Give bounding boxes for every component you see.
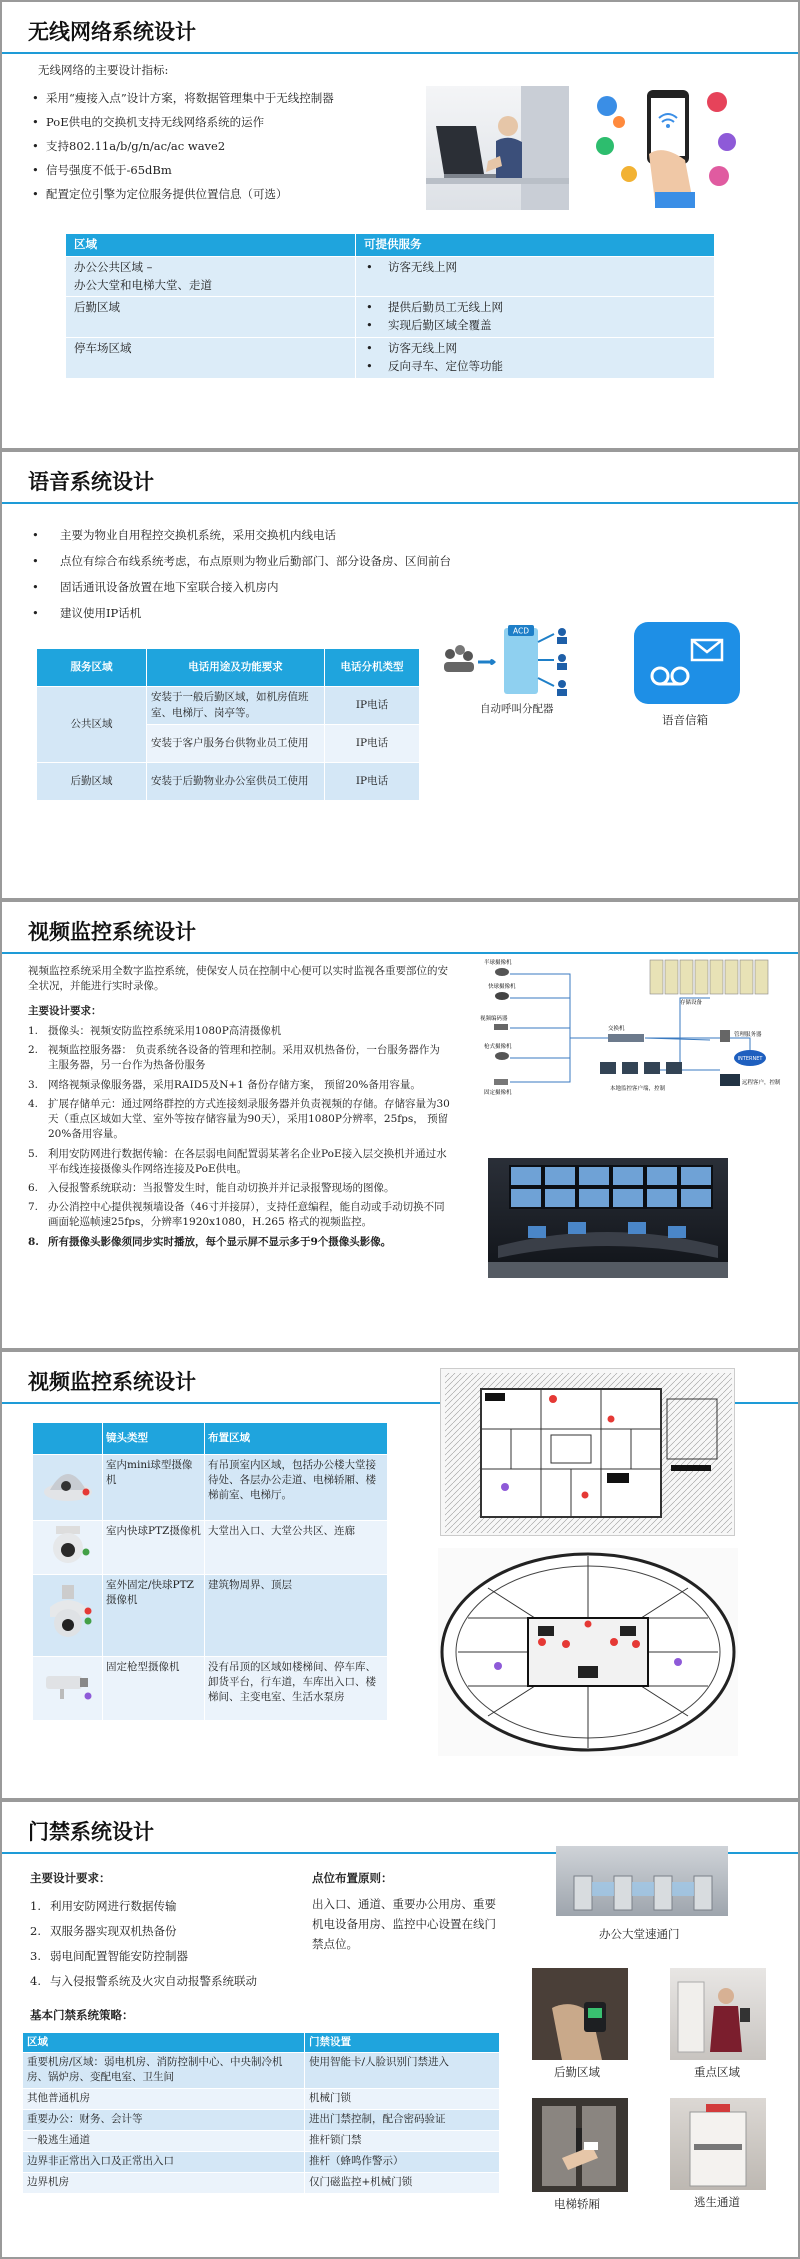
table-row	[33, 1455, 388, 1521]
photo-caption: 后勤区域	[554, 2065, 600, 2079]
key-area-photo	[670, 1968, 766, 2060]
bullet-item: • 建议使用IP话机	[30, 600, 590, 626]
requirement-item: 3. 网络视频录像服务器，采用RAID5及N+1 备份存储方案， 预留20%备用容量。	[28, 1078, 421, 1091]
slide-title: 门禁系统设计	[28, 1820, 154, 1844]
slide-video-1	[2, 902, 798, 1348]
setting-cell: 推杆（蜂鸣作警示）	[305, 2151, 500, 2172]
diagram-label: 存储设备	[680, 1000, 703, 1006]
table-row	[23, 2088, 500, 2109]
floor-plan-lower	[438, 1548, 738, 1756]
slide-title: 无线网络系统设计	[28, 20, 196, 44]
camera-image	[33, 1455, 103, 1521]
bullet-item: • 配置定位引擎为定位服务提供位置信息（可选）	[30, 182, 430, 206]
diagram-label: 枪式摄像机	[484, 1044, 512, 1050]
table-row	[66, 297, 715, 338]
slide-title: 视频监控系统设计	[28, 1370, 196, 1394]
mobile-apps-illustration	[589, 84, 741, 208]
bullet-item: • 支持802.11a/b/g/n/ac/ac wave2	[30, 134, 430, 158]
acd-box	[504, 628, 538, 694]
agents-icon	[557, 628, 567, 696]
diagram-label: 快球摄像机	[488, 984, 516, 990]
requirement-list	[30, 1894, 320, 1994]
smartphone-icon	[589, 84, 741, 208]
area-line: 办公大堂和电梯大堂、走道	[74, 277, 212, 292]
acd-badge: ACD	[512, 626, 530, 636]
type-cell: IP电话	[325, 725, 420, 763]
table-row	[37, 687, 420, 725]
server-icon	[720, 1030, 730, 1042]
area-cell: 其他普通机房	[23, 2088, 305, 2109]
camera-area: 建筑物周界、顶层	[205, 1575, 388, 1657]
principle-text: 出入口、通道、重要办公用房、重要机电设备用房、监控中心设置在线门禁点位。	[312, 1897, 496, 1951]
table-header: 布置区域	[205, 1423, 388, 1455]
acd-diagram	[438, 620, 578, 700]
area-cell: 公共区域	[37, 687, 147, 763]
bullet-item: • PoE供电的交换机支持无线网络系统的运作	[30, 110, 430, 134]
laptop-photo	[426, 86, 569, 210]
table-row	[23, 2130, 500, 2151]
table-row	[23, 2053, 500, 2088]
use-cell: 安装于一般后勤区域，如机房值班室、电梯厅、岗亭等。	[147, 687, 325, 725]
slide-voice	[2, 452, 798, 898]
table-row	[37, 763, 420, 801]
diagram-label: 管理服务器	[734, 1032, 762, 1038]
table-header: 镜头类型	[103, 1423, 205, 1455]
type-cell: IP电话	[325, 763, 420, 801]
use-cell: 安装于后勤物业办公室供员工使用	[147, 763, 325, 801]
requirement-item: 4. 与入侵报警系统及火灾自动报警系统联动	[30, 1974, 257, 1988]
requirement-item: 1. 利用安防网进行数据传输	[30, 1899, 177, 1913]
requirements-title: 主要设计要求：	[28, 1005, 102, 1017]
slide-title: 语音系统设计	[28, 470, 154, 494]
photo-caption: 重点区域	[694, 2065, 740, 2079]
bullet-item: • 点位有综合布线系统考虑，布点原则为物业后勤部门、部分设备房、区间前台	[30, 548, 590, 574]
service-item: • 访客无线上网	[364, 340, 706, 358]
area-cell: 一般逃生通道	[23, 2130, 305, 2151]
service-item: • 提供后勤员工无线上网	[364, 299, 706, 317]
diagram-label: 交换机	[608, 1026, 625, 1032]
bullet-list	[30, 522, 590, 626]
intro-text: 无线网络的主要设计指标:	[38, 63, 169, 77]
table-row	[33, 1521, 388, 1575]
intro-text: 视频监控系统采用全数字监控系统，使保安人员在控制中心便可以实时监视各重要部位的安全状况，并能进行实时录像。	[28, 965, 448, 993]
diagram-label: 半球摄像机	[484, 960, 512, 966]
table-header: 区域	[23, 2033, 305, 2053]
requirement-item: 5. 利用安防网进行数据传输：在各层弱电间配置弱某著名企业PoE接入层交换机并通过水平布线连接摄像头作网络连接及PoE供电。	[28, 1147, 447, 1175]
slide-video-2	[2, 1352, 798, 1798]
table-row	[23, 2172, 500, 2193]
elevator-photo	[532, 2098, 628, 2192]
table-row	[33, 1575, 388, 1657]
acd-label: 自动呼叫分配器	[480, 703, 554, 715]
table-header: 可提供服务	[356, 234, 715, 257]
ptz-camera-icon	[40, 1522, 96, 1568]
laptop-user-icon	[426, 86, 569, 210]
photo-caption: 电梯轿厢	[554, 2197, 600, 2211]
voice-table	[36, 648, 420, 801]
slide-title: 视频监控系统设计	[28, 920, 196, 944]
table-row	[66, 256, 715, 297]
video-network-diagram	[480, 958, 790, 1110]
title-rule	[2, 52, 798, 54]
bullet-item: • 固话通讯设备放置在地下室联合接入机房内	[30, 574, 590, 600]
table-row	[23, 2151, 500, 2172]
area-cell: 后勤区域	[37, 763, 147, 801]
camera-table	[32, 1422, 388, 1721]
voicemail-icon	[634, 622, 740, 704]
bullet-item: • 主要为物业自用程控交换机系统，采用交换机内线电话	[30, 522, 590, 548]
setting-cell: 仅门磁监控+机械门锁	[305, 2172, 500, 2193]
requirement-item: 8. 所有摄像头影像须同步实时播放，每个显示屏不显示多于9个摄像头影像。	[28, 1235, 392, 1248]
camera-image	[33, 1521, 103, 1575]
camera-type: 室内mini球型摄像机	[103, 1455, 205, 1521]
bullet-item: • 信号强度不低于-65dBm	[30, 158, 430, 182]
bullet-camera-icon	[40, 1666, 96, 1706]
table-header: 区域	[66, 234, 356, 257]
camera-type: 室内快球PTZ摄像机	[103, 1521, 205, 1575]
service-item: • 反向寻车、定位等功能	[364, 358, 706, 376]
slide-access-control	[2, 1802, 798, 2257]
camera-area: 没有吊顶的区域如楼梯间、停车库、卸货平台，行车道，车库出入口、楼梯间、主变电室、生活水泵房	[205, 1657, 388, 1721]
area-line: 停车场区域	[74, 341, 132, 356]
camera-area: 大堂出入口、大堂公共区、连廊	[205, 1521, 388, 1575]
area-cell: 边界机房	[23, 2172, 305, 2193]
table-header: 门禁设置	[305, 2033, 500, 2053]
use-cell: 安装于客户服务台供物业员工使用	[147, 725, 325, 763]
camera-type: 固定枪型摄像机	[103, 1657, 205, 1721]
voicemail-label: 语音信箱	[662, 713, 708, 727]
title-rule	[2, 952, 798, 954]
requirement-item: 3. 弱电间配置智能安防控制器	[30, 1949, 188, 1963]
setting-cell: 推杆锁门禁	[305, 2130, 500, 2151]
photo-caption: 办公大堂速通门	[599, 1927, 680, 1941]
table-row	[33, 1657, 388, 1721]
camera-area: 有吊顶室内区域，包括办公楼大堂接待处、各层办公走道、电梯轿厢、楼梯前室、电梯厅。	[205, 1455, 388, 1521]
outdoor-ptz-camera-icon	[40, 1583, 96, 1643]
setting-cell: 机械门锁	[305, 2088, 500, 2109]
wireless-service-table	[65, 233, 715, 379]
policy-title: 基本门禁系统策略：	[30, 2008, 134, 2022]
setting-cell: 进出门禁控制，配合密码验证	[305, 2109, 500, 2130]
camera-type: 室外固定/快球PTZ摄像机	[103, 1575, 205, 1657]
title-rule	[2, 502, 798, 504]
dome-camera-icon	[40, 1462, 96, 1508]
diagram-label: 本地监控客户端，控制	[610, 1086, 666, 1092]
slide-wireless	[2, 2, 798, 448]
diagram-label: INTERNET	[737, 1056, 763, 1062]
table-header	[33, 1423, 103, 1455]
service-item: • 访客无线上网	[364, 259, 706, 277]
table-header: 电话分机类型	[325, 649, 420, 687]
principle-title: 点位布置原则：	[312, 1871, 393, 1885]
area-cell: 重要办公：财务、会计等	[23, 2109, 305, 2130]
callers-icon	[444, 645, 474, 672]
camera-image	[33, 1575, 103, 1657]
requirement-item: 2. 视频监控服务器： 负责系统各设备的管理和控制。采用双机热备份，一台服务器作为主服务器，另一台作为热备份服务	[28, 1044, 440, 1072]
lobby-gate-photo	[556, 1846, 728, 1916]
area-cell: 边界非正常出入口及正常出入口	[23, 2151, 305, 2172]
service-item: • 实现后勤区域全覆盖	[364, 317, 706, 335]
bullet-list	[30, 86, 430, 206]
diagram-label: 视频编码器	[480, 1016, 508, 1022]
diagram-label: 固定摄像机	[484, 1090, 512, 1096]
requirement-item: 4. 扩展存储单元：通过网络群控的方式连接刻录服务器并负责视频的存储。存储容量为30天（重点区域如大堂、室外等按存储容量为90天），采用1080P分辨率，25fps， 预留20%备用容量。	[28, 1097, 450, 1141]
type-cell: IP电话	[325, 687, 420, 725]
area-line: 办公公共区域 –	[74, 259, 153, 274]
camera-image	[33, 1657, 103, 1721]
requirements-title: 主要设计要求：	[30, 1871, 111, 1885]
table-row	[66, 338, 715, 379]
escape-route-photo	[670, 2098, 766, 2190]
area-line: 后勤区域	[74, 300, 120, 315]
control-room-photo	[488, 1158, 728, 1278]
photo-caption: 逃生通道	[694, 2195, 740, 2209]
table-header: 服务区域	[37, 649, 147, 687]
requirement-item: 2. 双服务器实现双机热备份	[30, 1924, 177, 1938]
requirement-list	[28, 1024, 450, 1250]
table-row	[23, 2109, 500, 2130]
floor-plan-upper	[440, 1368, 735, 1536]
table-header: 电话用途及功能要求	[147, 649, 325, 687]
storage-rack-icon	[650, 960, 768, 994]
requirement-item: 1. 摄像头：视频安防监控系统采用1080P高清摄像机	[28, 1025, 282, 1037]
bullet-item: • 采用“瘦接入点”设计方案，将数据管理集中于无线控制器	[30, 86, 430, 110]
access-policy-table	[22, 2032, 500, 2194]
diagram-label: 远程客户，控制	[742, 1080, 781, 1086]
requirement-item: 6. 入侵报警系统联动：当报警发生时，能自动切换并并记录报警现场的图像。	[28, 1181, 395, 1194]
setting-cell: 使用智能卡/人脸识别门禁进入	[305, 2053, 500, 2088]
backoffice-photo	[532, 1968, 628, 2060]
monitor-icon	[600, 1062, 682, 1074]
area-cell: 重要机房/区域：弱电机房、消防控制中心、中央制冷机房、锅炉房、变配电室、卫生间	[23, 2053, 305, 2088]
requirement-item: 7. 办公消控中心提供视频墙设备（46寸并接屏），支持任意编程，能自动或手动切换不同画面轮巡帧速25fps，分辨率1920x1080，H.265 格式的视频监控。	[28, 1201, 445, 1229]
switch-icon	[608, 1034, 644, 1042]
laptop-icon	[720, 1074, 740, 1086]
